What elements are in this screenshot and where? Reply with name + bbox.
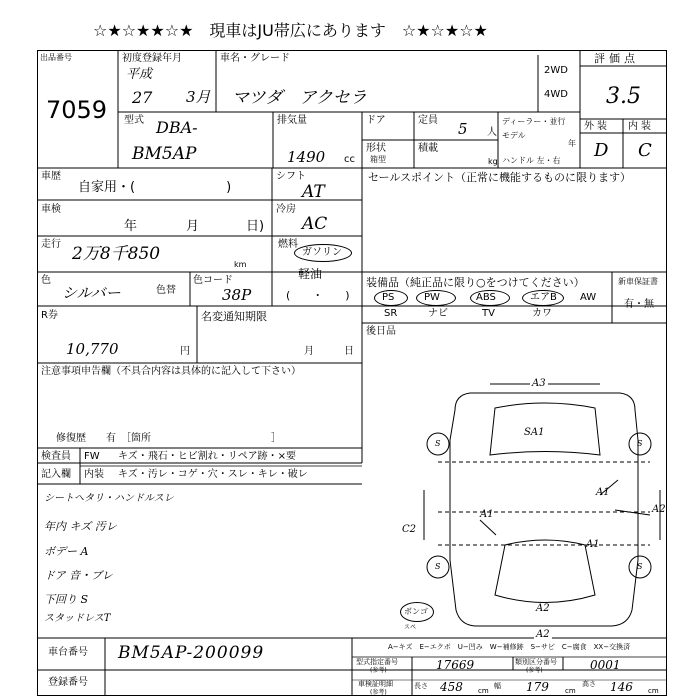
inspection-day: 日)	[246, 219, 265, 234]
score-value: 3.5	[606, 84, 641, 109]
color-code: 38P	[222, 286, 252, 304]
height-unit: cm	[648, 687, 659, 695]
inspection-month: 月	[186, 219, 200, 234]
score-label: 評価点	[594, 52, 639, 65]
car-name-label: 車名・グレード	[220, 53, 290, 64]
mark-a3: A3	[532, 378, 546, 389]
model-prefix: DBA-	[156, 118, 198, 137]
cooling-value: AC	[302, 214, 328, 234]
mark-s-fl: S	[435, 439, 441, 448]
fuel-label: 燃料	[278, 239, 298, 250]
warranty-value: 有・無	[624, 299, 654, 310]
mark-sa1: SA1	[524, 427, 545, 438]
equip-tv: TV	[482, 308, 495, 319]
handle-label: ハンドル 左・右	[502, 156, 561, 165]
type-designation-label: 型式指定番号	[356, 658, 398, 666]
sales-point-label: セールスポイント（正常に機能するものに限ります）	[368, 171, 632, 184]
dimensions-sub: (参考)	[370, 689, 387, 696]
shape-label: 形状	[366, 143, 386, 154]
registration-label: 初度登録年月	[122, 53, 182, 64]
drive-2wd: 2WD	[544, 65, 568, 76]
shift-label: シフト	[276, 171, 306, 182]
diagram-legend: A−キズ E−エクボ U−凹み W−補修跡 S−サビ C−腐食 XX−交換済	[388, 643, 631, 651]
mark-a1-left: A1	[480, 509, 494, 520]
equip-pw: PW	[424, 292, 440, 303]
shape-value: 箱型	[370, 155, 386, 164]
rear-seat-label: 後日品	[366, 326, 396, 337]
equip-sr: SR	[384, 308, 398, 319]
length-value: 458	[440, 680, 463, 694]
dealer-year-label: 年	[568, 139, 576, 148]
load-label: 積載	[418, 143, 438, 154]
recycle-label: R券	[41, 310, 58, 321]
registration-era: 平成	[126, 67, 153, 82]
seats-unit: 人	[487, 127, 497, 138]
inspection-year: 年	[124, 219, 138, 234]
seats-value: 5	[458, 120, 468, 138]
type-designation-sub: (参考)	[370, 667, 387, 674]
inspector-in-label: 内装	[84, 469, 104, 480]
height-label: 高さ	[582, 680, 596, 688]
hw-note-1: シートヘタリ・ハンドルスレ	[44, 493, 174, 504]
inspector-label-1: 検査員	[41, 451, 71, 462]
hw-note-6: スタッドレスT	[44, 613, 111, 624]
inspector-label-2: 記入欄	[41, 469, 71, 480]
lot-label: 出品番号	[40, 53, 72, 62]
warranty-label: 新車保証書	[618, 277, 658, 286]
interior-value: C	[638, 140, 652, 161]
fuel-paren: ( ・ )	[286, 289, 350, 302]
notice-month: 月	[304, 346, 314, 357]
notice-day: 日	[344, 346, 354, 357]
mark-a2-bottom: A2	[536, 629, 550, 640]
mark-s-rl: S	[435, 562, 441, 571]
model-code: BM5AP	[132, 144, 197, 164]
mileage-label: 走行	[41, 239, 61, 250]
notes-label: 注意事項申告欄（不具合内容は具体的に記入して下さい）	[41, 366, 301, 377]
hw-note-4: ドア 音・ブレ	[44, 569, 113, 582]
mark-a2-mid: A2	[536, 603, 550, 614]
equip-aw: AW	[580, 292, 597, 303]
load-unit: kg	[488, 157, 498, 166]
hw-note-5: 下回り S	[44, 593, 89, 606]
mark-a1-bottom: A1	[586, 539, 600, 550]
mark-a2-right: A2	[652, 504, 666, 515]
width-value: 179	[526, 680, 549, 694]
car-name-value: マツダ アクセラ	[232, 88, 367, 108]
registration-month: 3月	[186, 88, 211, 106]
cooling-label: 冷房	[276, 204, 296, 215]
interior-label: 内装	[628, 121, 654, 132]
dimensions-label: 車検証明細	[358, 680, 393, 688]
history-value: 自家用・( )	[78, 180, 232, 195]
displacement-value: 1490	[287, 148, 326, 166]
equip-ps: PS	[382, 292, 395, 303]
mark-c2: C2	[402, 524, 417, 535]
notes-repair: 修復歴 有 ［箇所 ］	[56, 433, 281, 444]
shift-value: AT	[302, 182, 325, 202]
dealer-model-label: モデル	[502, 131, 526, 140]
length-unit: cm	[478, 687, 489, 695]
inspector-fw-label: FW	[84, 451, 100, 462]
car-diagram-lines	[424, 384, 660, 638]
equip-navi: ナビ	[428, 308, 448, 319]
lot-number: 7059	[46, 96, 108, 124]
class-no-value: 0001	[590, 658, 621, 672]
width-label: 幅	[494, 682, 501, 690]
equip-abs: ABS	[476, 292, 496, 303]
displacement-unit: cc	[344, 154, 355, 165]
color-code-label: 色コード	[193, 275, 233, 286]
hw-note-2: 年内 キズ 汚レ	[44, 520, 117, 533]
inspector-in-items: キズ・汚レ・コゲ・穴・スレ・キレ・破レ	[118, 469, 308, 480]
color-value: シルバー	[62, 284, 121, 302]
class-no-label: 類別区分番号	[515, 658, 557, 666]
model-label: 型式	[124, 115, 144, 126]
mileage-unit: km	[234, 260, 247, 269]
seats-label: 定員	[418, 115, 438, 126]
notice-label: 名変通知期限	[201, 310, 267, 323]
mark-s-fr: S	[637, 439, 643, 448]
length-label: 長さ	[414, 682, 428, 690]
displacement-label: 排気量	[277, 115, 307, 126]
sticker-text: ボンゴ	[404, 607, 428, 616]
fuel-diesel: 軽油	[298, 267, 323, 281]
registration-year: 27	[132, 88, 153, 107]
color-change-label: 色替	[156, 285, 176, 296]
chassis-value: BM5AP-200099	[118, 643, 265, 663]
dealer-label: ディーラー・並行	[502, 117, 566, 126]
hw-note-3: ボデー A	[44, 545, 89, 558]
type-designation-value: 17669	[436, 658, 475, 672]
recycle-unit: 円	[180, 346, 190, 357]
equip-airbag: エアB	[530, 292, 557, 303]
mark-a1-right: A1	[596, 487, 610, 498]
equipment-label: 装備品（純正品に限り○をつけてください）	[366, 276, 585, 289]
equip-leather: カワ	[532, 308, 552, 319]
mark-s-rr: S	[637, 562, 643, 571]
inspection-label: 車検	[41, 204, 61, 215]
color-label: 色	[41, 275, 51, 286]
mileage-value: 2万8千850	[72, 244, 161, 264]
exterior-value: D	[594, 140, 609, 161]
doors-label: ドア	[366, 115, 386, 126]
chassis-label: 車台番号	[48, 647, 88, 658]
exterior-label: 外装	[584, 121, 610, 132]
class-no-sub: (参考)	[526, 667, 543, 674]
sticker-sub: スペ	[404, 624, 417, 631]
fuel-gasoline: ガソリン	[302, 247, 342, 258]
history-label: 車歴	[41, 171, 61, 182]
height-value: 146	[610, 680, 633, 694]
reg-no-label: 登録番号	[48, 677, 88, 688]
recycle-value: 10,770	[66, 340, 119, 358]
drive-4wd: 4WD	[544, 89, 568, 100]
inspector-fw-items: キズ・飛石・ヒビ割れ・リペア跡・×要	[118, 451, 296, 462]
banner: ☆★☆★★☆★ 現車はJU帯広にあります ☆★☆★☆★	[93, 21, 488, 40]
width-unit: cm	[565, 687, 576, 695]
